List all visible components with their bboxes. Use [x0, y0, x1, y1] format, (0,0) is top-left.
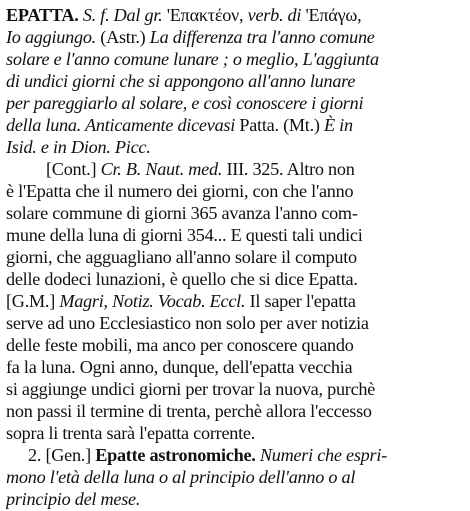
entry-line-23	[6, 487, 466, 511]
entry-line-20	[6, 421, 466, 445]
text-run: 2. [Gen.]	[28, 445, 96, 465]
text-run: mune della luna di giorni 354... E questi tali undici	[6, 225, 363, 245]
text-run: S. f. Dal gr.	[78, 5, 167, 25]
text-run: Numeri che espri-	[255, 445, 387, 465]
text-run: principio del mese.	[6, 489, 141, 509]
entry-line-12	[6, 245, 466, 269]
text-run: solare e l'anno comune lunare ; o meglio, L'aggiunta	[6, 49, 379, 69]
text-run: Magri, Notiz. Vocab. Eccl.	[59, 291, 250, 311]
entry-line-5	[6, 91, 466, 115]
entry-line-17	[6, 355, 466, 379]
entry-line-6	[6, 113, 466, 137]
entry-line-21	[28, 443, 466, 467]
text-run: delle feste mobili, ma anco per conoscere quando	[6, 335, 354, 355]
text-run: sopra li trenta sarà l'epatta corrente.	[6, 423, 256, 443]
text-run: III. 325. Altro non	[226, 159, 355, 179]
text-run: Io aggiungo.	[6, 27, 96, 47]
entry-line-22	[6, 465, 466, 489]
entry-line-14	[6, 289, 466, 313]
text-run: non passi il termine di trenta, perchè allora l'eccesso	[6, 401, 372, 421]
entry-line-4	[6, 69, 466, 93]
entry-line-7	[6, 135, 466, 159]
text-run: È in	[324, 115, 353, 135]
text-run: La differenza tra l'anno comune	[149, 27, 375, 47]
text-run: [G.M.]	[6, 291, 60, 311]
text-run: si aggiunge undici giorni per trovar la nuova, purchè	[6, 379, 376, 399]
text-run: verb. di	[247, 5, 306, 25]
text-run: 'Επάγω,	[305, 5, 362, 25]
text-run: della luna. Anticamente dicevasi	[6, 115, 240, 135]
text-run: 'Επακτέον,	[166, 5, 248, 25]
text-run: serve ad uno Ecclesiastico non solo per aver notizia	[6, 313, 369, 333]
entry-line-9	[6, 179, 466, 203]
entry-line-2	[6, 25, 466, 49]
text-run: solare commune di giorni 365 avanza l'anno com-	[6, 203, 358, 223]
text-run: EPATTA.	[6, 5, 79, 25]
entry-line-11	[6, 223, 466, 247]
text-run: giorni, che agguagliano all'anno solare il computo	[6, 247, 357, 267]
text-run: Il saper l'epatta	[249, 291, 356, 311]
text-run: Isid. e in Dion. Picc.	[6, 137, 151, 157]
text-run: per pareggiarlo al solare, e così conoscere i giorni	[6, 93, 364, 113]
text-run: Cr. B. Naut. med.	[100, 159, 227, 179]
text-run: mono l'età della luna o al principio dell'anno o al	[6, 467, 356, 487]
text-run: è l'Epatta che il numero dei giorni, con che l'anno	[6, 181, 354, 201]
text-run: Patta. (Mt.)	[239, 115, 325, 135]
text-run: (Astr.)	[95, 27, 150, 47]
text-run: delle dodeci lunazioni, è quello che si dice Epatta.	[6, 269, 358, 289]
entry-line-15	[6, 311, 466, 335]
entry-line-1	[6, 3, 466, 27]
entry-line-16	[6, 333, 466, 357]
entry-line-19	[6, 399, 466, 423]
entry-line-13	[6, 267, 466, 291]
entry-line-8	[46, 157, 466, 181]
entry-line-18	[6, 377, 466, 401]
entry-line-3	[6, 47, 466, 71]
text-run: Epatte astronomiche.	[95, 445, 256, 465]
text-run: di undici giorni che si appongono all'anno lunare	[6, 71, 356, 91]
text-run: [Cont.]	[46, 159, 101, 179]
entry-line-10	[6, 201, 466, 225]
text-run: fa la luna. Ogni anno, dunque, dell'epatta vecchia	[6, 357, 353, 377]
